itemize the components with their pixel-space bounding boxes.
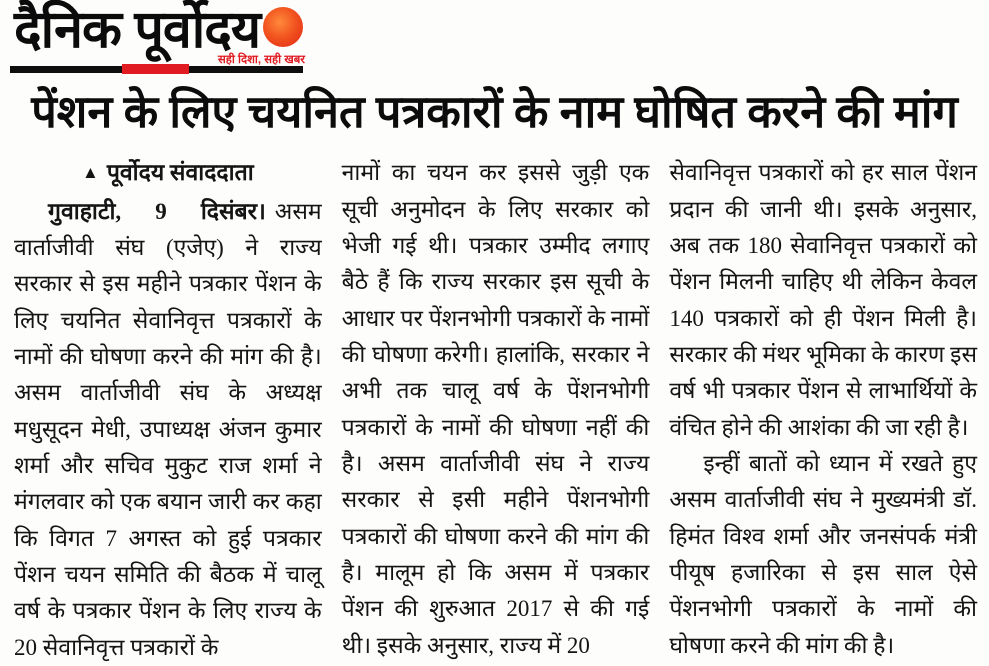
paragraph: [14, 194, 322, 666]
byline-triangle-icon: ▲: [81, 163, 99, 183]
column-2: [342, 155, 650, 666]
column-1-text: असम वार्ताजीवी संघ (एजेए) ने राज्य सरकार से इस महीने पत्रकार पेंशन के लिए चयनित सेवानिवृत्त पत्रकारों के नामों की घोषणा करने की मांग की है। असम वार्ताजीवी संघ के अध्यक्ष मधुसूदन मेधी, उपाध्यक्ष अंजन कुमार शर्मा और सचिव मुकुट राज शर्मा ने मंगलवार को एक बयान जारी कर कहा कि विगत 7 अगस्त को हुई पत्रकार पेंशन चयन समिति की बैठक में चालू वर्ष के पत्रकार पेंशन के लिए राज्य के 20 सेवानिवृत्त पत्रकारों के: [14, 198, 322, 660]
masthead-red-banner: [122, 64, 189, 74]
article-headline: पेंशन के लिए चयनित पत्रकारों के नाम घोषित करने की मांग: [31, 87, 958, 137]
rising-sun-icon: [263, 7, 303, 47]
masthead: [0, 0, 989, 76]
column-3-paragraph-1: सेवानिवृत्त पत्रकारों को हर साल पेंशन प्रदान की जानी थी। इसके अनुसार, अब तक 180 सेवानिवृत्त पत्रकारों को पेंशन मिलनी चाहिए थी लेकिन केवल 140 पत्रकारों को ही पेंशन मिली है। सरकार की मंथर भूमिका के कारण इस वर्ष भी पत्रकार पेंशन से लाभार्थियों के वंचित होने की आशंका की जा रही है।: [669, 160, 978, 440]
masthead-title: दैनिक पूर्वोदय: [14, 1, 261, 59]
column-3-paragraph-2: इन्हीं बातों को ध्यान में रखते हुए असम वार्ताजीवी संघ ने मुख्यमंत्री डॉ. हिमंत विश्व शर्मा और जनसंपर्क मंत्री पीयूष हजारिका से इस साल ऐसे पेंशनभोगी पत्रकारों के नामों की घोषणा करने की मांग की है।: [669, 450, 978, 658]
byline-label: पूर्वोदय संवाददाता: [106, 160, 254, 186]
dateline: गुवाहाटी, 9 दिसंबर।: [48, 198, 266, 224]
byline: [14, 155, 322, 191]
column-3: [669, 155, 977, 666]
column-2-text: नामों का चयन कर इससे जुड़ी एक सूची अनुमोदन के लिए सरकार को भेजी गई थी। पत्रकार उम्मीद लगाए बैठे हैं कि राज्य सरकार इस सूची के आधार पर पेंशनभोगी पत्रकारों के नामों की घोषणा करेगी। हालांकि, सरकार ने अभी तक चालू वर्ष के पेंशनभोगी पत्रकारों के नामों की घोषणा नहीं की है। असम वार्ताजीवी संघ ने राज्य सरकार से इसी महीने पेंशनभोगी पत्रकारों की घोषणा करने की मांग की है। मालूम हो कि असम में पत्रकार पेंशन की शुरुआत 2017 से की गई थी। इसके अनुसार, राज्य में 20: [341, 160, 650, 658]
column-1: [14, 155, 322, 666]
article-body: [0, 145, 989, 666]
masthead-tagline: सही दिशा, सही खबर: [217, 54, 305, 66]
